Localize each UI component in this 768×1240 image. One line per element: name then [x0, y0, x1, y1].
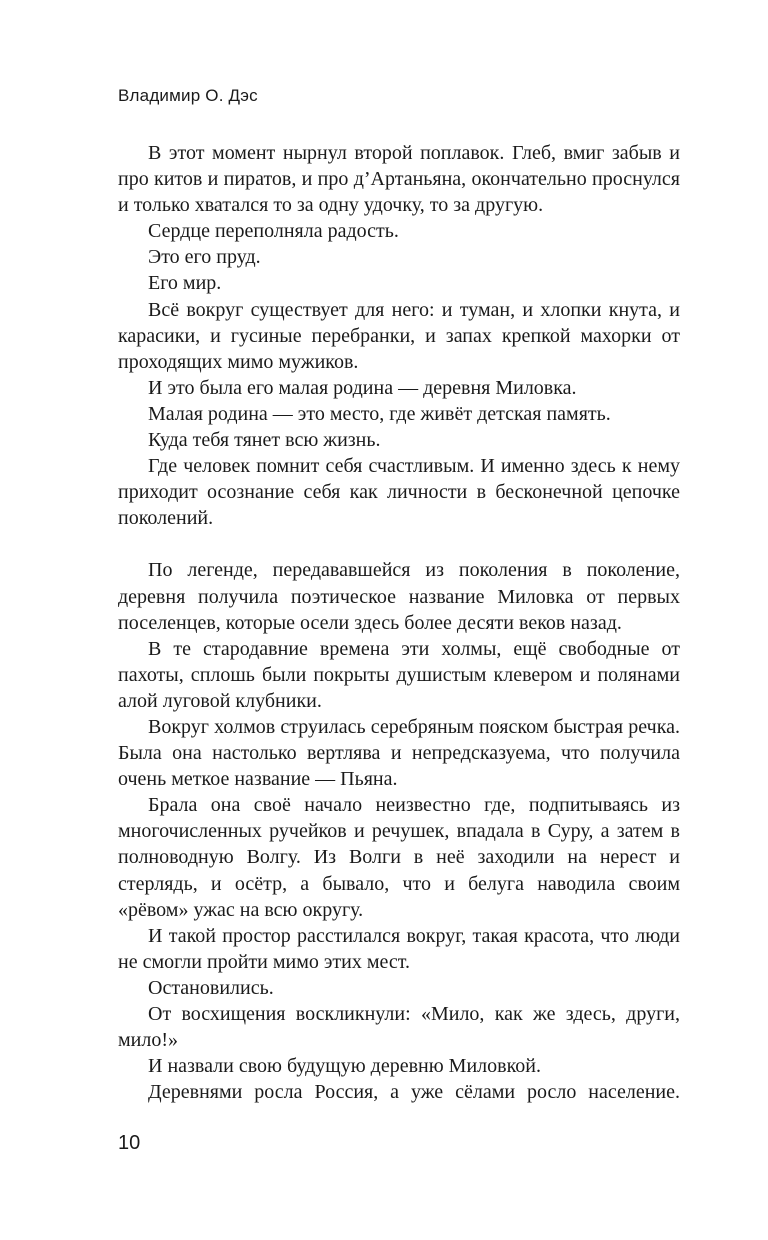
- paragraph: Деревнями росла Россия, а уже сёлами росло население.: [148, 1081, 680, 1104]
- page-number: 10: [118, 1132, 141, 1154]
- paragraph: Всё вокруг существует для него: и туман, и хлопки кнута, и карасики, и гусиные перебранки, и запах крепкой махорки от проходящих мимо мужиков.: [118, 298, 680, 373]
- paragraph: Куда тебя тянет всю жизнь.: [148, 429, 381, 452]
- paragraph: Где человек помнит себя счастливым. И именно здесь к нему приходит осознание себя как личности в бесконечной цепочке поколений.: [118, 455, 680, 530]
- paragraph: Сердце переполняла радость.: [148, 220, 399, 243]
- paragraph: И назвали свою будущую деревню Миловкой.: [148, 1055, 541, 1078]
- paragraph: Брала она своё начало неизвестно где, подпитываясь из многочисленных ручейков и речушек, впадала в Суру, а затем в полноводную Волгу. Из Волги в неё заходили на нерест и стерлядь, и осётр, а бывало, что и белуга наводила своим «рёвом» ужас на всю округу.: [118, 794, 680, 921]
- paragraph: Малая родина — это место, где живёт детская память.: [148, 402, 611, 425]
- running-head-author: Владимир О. Дэс: [118, 86, 258, 105]
- paragraph: Это его пруд.: [148, 246, 261, 269]
- section-break: [118, 531, 680, 557]
- paragraph: И такой простор расстилался вокруг, такая красота, что люди не смогли пройти мимо этих мест.: [118, 924, 680, 973]
- page-body: [118, 140, 680, 1105]
- paragraph: Его мир.: [148, 272, 222, 295]
- paragraph: Вокруг холмов струилась серебряным пояском быстрая речка. Была она настолько вертлява и непредсказуема, что получила очень меткое название — Пьяна.: [118, 715, 680, 791]
- paragraph: И это была его малая родина — деревня Миловка.: [148, 376, 577, 399]
- paragraph: В этот момент нырнул второй поплавок. Глеб, вмиг забыв и про китов и пиратов, и про д’Артаньяна, окончательно проснулся и только хватался то за одну удочку, то за другую.: [118, 142, 680, 217]
- paragraph: От восхищения воскликнули: «Мило, как же здесь, други, мило!»: [118, 1003, 680, 1052]
- paragraph: В те стародавние времена эти холмы, ещё свободные от пахоты, сплошь были покрыты душистым клевером и полянами алой луговой клубники.: [118, 637, 680, 712]
- paragraph: По легенде, передававшейся из поколения в поколение, деревня получила поэтическое название Миловка от первых поселенцев, которые осели здесь более десяти веков назад.: [118, 559, 680, 634]
- paragraph: Остановились.: [148, 976, 274, 999]
